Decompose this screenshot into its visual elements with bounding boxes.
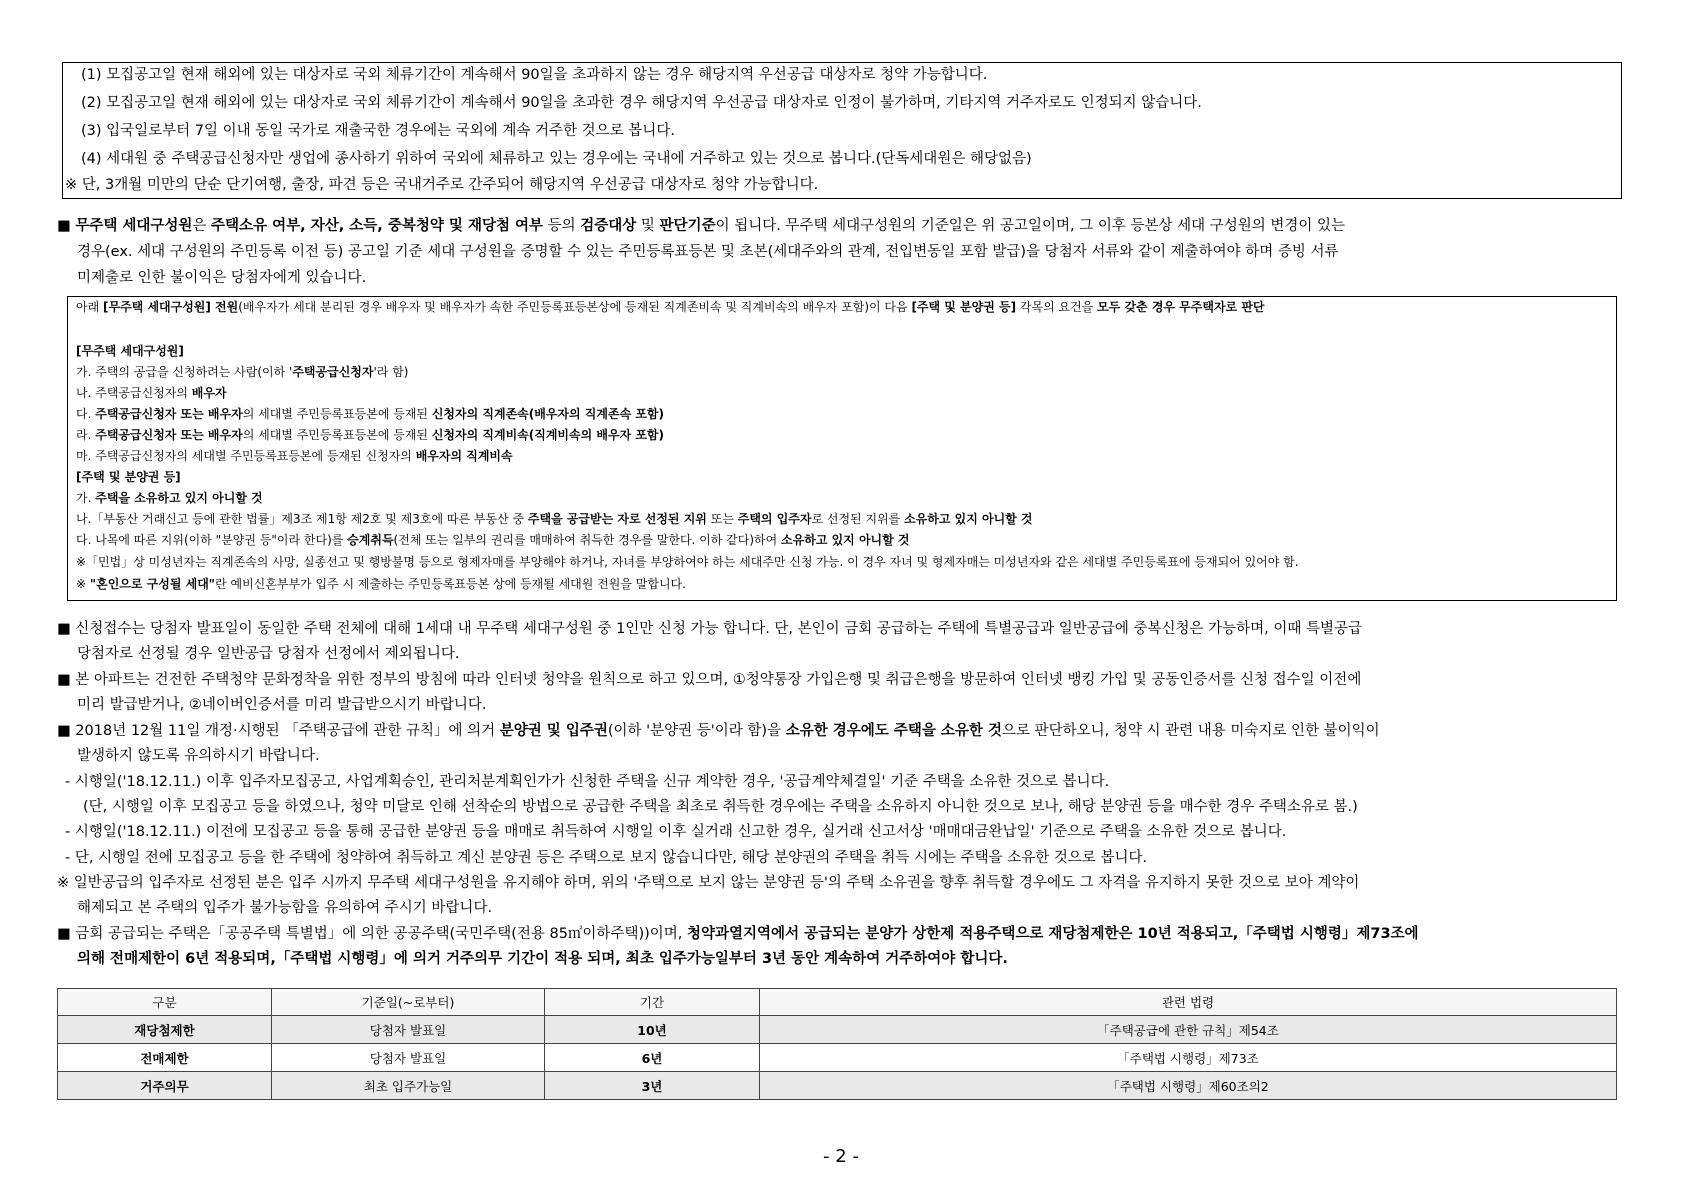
dash-item-1: - 시행일('18.12.11.) 이후 입주자모집공고, 사업계획승인, 관리처분계획인가가 신청한 주택을 신규 계약한 경우, '공급계약체결일' 기준 주택을 소유한 것으로 봅니다.	[65, 774, 1110, 790]
marriage-household-note: ※ "혼인으로 구성될 세대"란 예비신혼부부가 입주 시 제출하는 주민등록표등본 상에 등재될 세대원 전원을 말합니다.	[76, 577, 686, 591]
row-law: 「주택법 시행령」제73조	[760, 1044, 1617, 1072]
household-criteria-line-3: 미제출로 인한 불이익은 당첨자에게 있습니다.	[77, 270, 367, 286]
row-category: 전매제한	[58, 1044, 272, 1072]
member-item-da: 다. 주택공급신청자 또는 배우자의 세대별 주민등록표등본에 등재된 신청자의 직계존속(배우자의 직계존속 포함)	[76, 407, 665, 421]
housing-item-na: 나.「부동산 거래신고 등에 관한 법률」제3조 제1항 제2호 및 제3호에 따른 부동산 중 주택을 공급받는 자로 선정된 지위 또는 주택의 입주자로 선정된 지위를 소유하고 있지 아니할 것	[76, 512, 1033, 526]
overseas-rule-4: (4) 세대원 중 주택공급신청자만 생업에 종사하기 위하여 국외에 체류하고 있는 경우에는 국내에 거주하고 있는 것으로 봅니다.(단독세대원은 해당없음)	[81, 151, 1032, 167]
bullet: ■	[57, 218, 71, 234]
row-period: 3년	[545, 1072, 760, 1100]
housing-item-da: 다. 나목에 따른 지위(이하 "분양권 등"이라 한다)를 승계취득(전체 또는 일부의 권리를 매매하여 취득한 경우를 말한다. 이하 같다)하여 소유하고 있지 아니할 것	[76, 533, 910, 547]
internet-application-paragraph: ■ 본 아파트는 건전한 주택청약 문화정착을 위한 정부의 방침에 따라 인터넷 청약을 원칙으로 하고 있으며, ①청약통장 가입은행 및 취급은행을 방문하여 인터넷 뱅킹 가입 및 공동인증서를 신청 접수일 이전에	[57, 672, 1362, 688]
homeless-definition-box	[67, 296, 1617, 601]
dash-item-2: - 시행일('18.12.11.) 이전에 모집공고 등을 통해 공급한 분양권 등을 매매로 취득하여 시행일 이후 실거래 신고한 경우, 실거래 신고서상 '매매대금완납일' 기준으로 주택을 소유한 것으로 봅니다.	[65, 824, 1287, 840]
header-category: 구분	[58, 989, 272, 1016]
public-housing-line-2: 의해 전매제한이 6년 적용되며,「주택법 시행령」에 의거 거주의무 기간이 적용 되며, 최초 입주가능일부터 3년 동안 계속하여 거주하여야 합니다.	[77, 951, 1008, 967]
household-criteria-line-2: 경우(ex. 세대 구성원의 주민등록 이전 등) 공고일 기준 세대 구성원을 증명할 수 있는 주민등록표등본 및 초본(세대주와의 관계, 전입변동일 포함 발급)을 당첨자 서류와 같이 제출하여야 하며 증빙 서류	[77, 244, 1339, 260]
table-header-row	[58, 989, 1617, 1016]
presale-rights-line-2: 발생하지 않도록 유의하시기 바랍니다.	[77, 748, 320, 764]
row-base-date: 당첨자 발표일	[272, 1044, 545, 1072]
overseas-rule-2: (2) 모집공고일 현재 해외에 있는 대상자로 국외 체류기간이 계속해서 90일을 초과한 경우 해당지역 우선공급 대상자로 인정이 불가하며, 기타지역 거주자로도 인정되지 않습니다.	[81, 95, 1202, 111]
section-heading-members: [무주택 세대구성원]	[76, 344, 184, 358]
public-housing-paragraph: ■ 금회 공급되는 주택은「공공주택 특별법」에 의한 공공주택(국민주택(전용 85㎡이하주택))이며, 청약과열지역에서 공급되는 분양가 상한제 적용주택으로 재당첨제한은 10년 적용되고,「주택법 시행령」제73조에	[57, 926, 1419, 942]
application-limit-line-2: 당첨자로 선정될 경우 일반공급 당첨자 선정에서 제외됩니다.	[77, 646, 460, 662]
member-item-na: 나. 주택공급신청자의 배우자	[76, 386, 227, 400]
presale-rights-paragraph: ■ 2018년 12월 11일 개정·시행된 「주택공급에 관한 규칙」에 의거 분양권 및 입주권(이하 '분양권 등'이라 함)을 소유한 경우에도 주택을 소유한 것으로 판단하오니, 청약 시 관련 내용 미숙지로 인한 불이익이	[57, 723, 1380, 739]
row-category: 재당첨제한	[58, 1016, 272, 1044]
dash-item-3: - 단, 시행일 전에 모집공고 등을 한 주택에 청약하여 취득하고 계신 분양권 등은 주택으로 보지 않습니다만, 해당 분양권의 주택을 취득 시에는 주택을 소유한 것으로 봅니다.	[65, 850, 1148, 866]
member-item-ga: 가. 주택의 공급을 신청하려는 사람(이하 '주택공급신청자'라 함)	[76, 365, 409, 379]
table-row	[58, 1072, 1617, 1100]
overseas-rule-1: (1) 모집공고일 현재 해외에 있는 대상자로 국외 체류기간이 계속해서 90일을 초과하지 않는 경우 해당지역 우선공급 대상자로 청약 가능합니다.	[81, 67, 988, 83]
table-row	[58, 1044, 1617, 1072]
overseas-exception-note: ※ 단, 3개월 미만의 단순 단기여행, 출장, 파견 등은 국내거주로 간주되어 해당지역 우선공급 대상자로 청약 가능합니다.	[65, 177, 819, 193]
minor-note: ※「민법」상 미성년자는 직계존속의 사망, 실종선고 및 행방불명 등으로 형제자매를 부양해야 하거나, 자녀를 부양하여야 하는 세대주만 신청 가능. 이 경우 자녀 및 형제자매는 미성년자와 같은 세대별 주민등록표에 등재되어 있어야 함.	[76, 555, 1299, 569]
application-limit-paragraph: ■ 신청접수는 당첨자 발표일이 동일한 주택 전체에 대해 1세대 내 무주택 세대구성원 중 1인만 신청 가능 합니다. 단, 본인이 금회 공급하는 주택에 특별공급과 일반공급에 중복신청은 가능하며, 이때 특별공급	[57, 621, 1362, 637]
dash-item-1-detail: (단, 시행일 이후 모집공고 등을 하였으나, 청약 미달로 인해 선착순의 방법으로 공급한 주택을 최초로 취득한 경우에는 주택을 소유하지 아니한 것으로 보나, 해당 분양권 등을 매수한 경우 주택소유로 봄.)	[83, 799, 1358, 815]
page-number: - 2 -	[823, 1146, 859, 1167]
header-law: 관련 법령	[760, 989, 1617, 1016]
header-base-date: 기준일(~로부터)	[272, 989, 545, 1016]
row-base-date: 최초 입주가능일	[272, 1072, 545, 1100]
row-base-date: 당첨자 발표일	[272, 1016, 545, 1044]
member-item-ma: 마. 주택공급신청자의 세대별 주민등록표등본에 등재된 신청자의 배우자의 직계비속	[76, 449, 513, 463]
household-criteria-paragraph: ■ 무주택 세대구성원은 주택소유 여부, 자산, 소득, 중복청약 및 재당첨 여부 등의 검증대상 및 판단기준이 됩니다. 무주택 세대구성원의 기준일은 위 공고일이며, 그 이후 등본상 세대 구성원의 변경이 있는	[57, 218, 1345, 234]
section-heading-housing: [주택 및 분양권 등]	[76, 470, 181, 484]
row-period: 10년	[545, 1016, 760, 1044]
box-intro: 아래 [무주택 세대구성원] 전원(배우자가 세대 분리된 경우 배우자 및 배우자가 속한 주민등록표등본상에 등재된 직계존비속 및 직계비속의 배우자 포함)이 다음 [주택 및 분양권 등] 각목의 요건을 모두 갖춘 경우 무주택자로 판단	[76, 300, 1265, 314]
housing-item-ga: 가. 주택을 소유하고 있지 아니할 것	[76, 491, 263, 505]
overseas-stay-notice-box	[62, 62, 1622, 199]
internet-application-line-2: 미리 발급받거나, ②네이버인증서를 미리 발급받으시기 바랍니다.	[77, 697, 487, 713]
row-law: 「주택공급에 관한 규칙」제54조	[760, 1016, 1617, 1044]
row-period: 6년	[545, 1044, 760, 1072]
table-row	[58, 1016, 1617, 1044]
header-period: 기간	[545, 989, 760, 1016]
member-item-ra: 라. 주택공급신청자 또는 배우자의 세대별 주민등록표등본에 등재된 신청자의 직계비속(직계비속의 배우자 포함)	[76, 428, 665, 442]
restriction-table	[57, 988, 1617, 1100]
overseas-rule-3: (3) 입국일로부터 7일 이내 동일 국가로 재출국한 경우에는 국외에 계속 거주한 것으로 봅니다.	[81, 123, 675, 139]
general-supply-note: ※ 일반공급의 입주자로 선정된 분은 입주 시까지 무주택 세대구성원을 유지해야 하며, 위의 '주택으로 보지 않는 분양권 등'의 주택 소유권을 향후 취득할 경우에도 그 자격을 유지하지 못한 것으로 보아 계약이	[57, 875, 1360, 891]
row-law: 「주택법 시행령」제60조의2	[760, 1072, 1617, 1100]
row-category: 거주의무	[58, 1072, 272, 1100]
general-supply-note-line-2: 해제되고 본 주택의 입주가 불가능함을 유의하여 주시기 바랍니다.	[77, 900, 493, 916]
